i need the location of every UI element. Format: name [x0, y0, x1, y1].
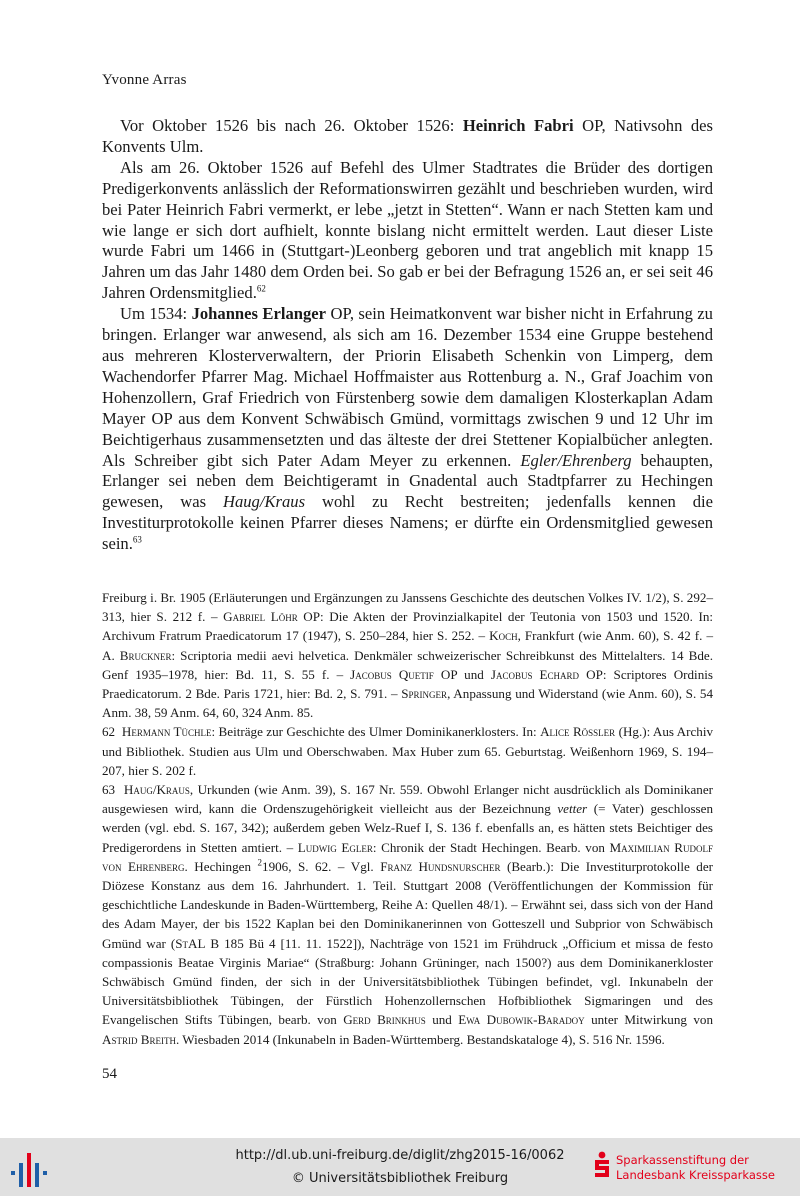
- sponsor-name: Sparkassenstiftung der Landesbank Kreissparkasse: [616, 1153, 775, 1182]
- person-name: Johannes Erlanger: [191, 304, 327, 324]
- running-head: Yvonne Arras: [102, 72, 187, 88]
- footnote-ref[interactable]: 62: [256, 283, 266, 294]
- paragraph-heinrich-fabri: Vor Oktober 1526 bis nach 26. Oktober 1526: Heinrich Fabri OP, Nativsohn des Konvents Ulm.: [102, 116, 713, 156]
- sparkasse-logo-icon: [592, 1151, 612, 1179]
- footnotes: [102, 588, 713, 1049]
- document-url-link[interactable]: http://dl.ub.uni-freiburg.de/diglit/zhg2015-16/0062: [235, 1148, 565, 1163]
- page-number: 54: [102, 1066, 117, 1082]
- footnote-63: 63 Haug/Kraus, Urkunden (wie Anm. 39), S. 167 Nr. 559. Obwohl Erlanger nicht ausdrücklich als Dominikaner ausgewiesen wird, kann die Ordenszugehörigkeit vielleicht aus der Bezeichnung vetter (= Vater) geschlossen werden (vgl. ebd. S. 167, 342); außerdem geben Welz-Ruef I, S. 136 f. ebenfalls an, es hätten stets Beichtiger des Predigerordens in Stetten amtiert. – Ludwig Egler: Chronik der Stadt Hechingen. Bearb. von Maximilian Rudolf von Ehrenberg. Hechingen $^2$1906, S. 62. – Vgl. Franz Hundsnurscher (Bearb.): Die Investiturprotokolle der Diözese Konstanz aus dem 16. Jahrhundert. 1. Teil. Stuttgart 2008 (Veröffentlichungen der Kommission für geschichtliche Landeskunde in Baden-Württemberg, Reihe A: Quellen 48/1). – Erwähnt sei, dass sich von der Hand des Adam Mayer, der bis 1522 Kaplan bei den Dominikanerinnen von Gotteszell und Subprior von Schwäbisch Gmünd war (StAL B 185 Bü 4 [11. 11. 1522]), Nachträge von 1521 im Frühdruck „Officium et missa de festo compassionis Beatae Virginis Mariae“ (Straßburg: Johann Grüninger, nach 1500?) aus dem Dominikanerkloster Schwäbisch Gmünd finden, der sich in der Universitätsbibliothek Tübingen befindet, vgl. Inkunabeln der Universitätsbibliothek Tübingen, der Fürstlich Hohenzollernschen Hofbibliothek Sigmaringen und des Evangelischen Stifts Tübingen, bearb. von Gerd Brinkhus und Ewa Dubowik-Baradoy unter Mitwirkung von Astrid Breith. Wiesbaden 2014 (Inkunabeln in Baden-Württemberg. Bestandskataloge 4), S. 516 Nr. 1596.: [102, 782, 714, 1047]
- footnote-number: 63: [102, 782, 116, 798]
- footnote-number: 62: [102, 724, 116, 740]
- person-name: Heinrich Fabri: [462, 116, 574, 135]
- paragraph-fabri-details: Als am 26. Oktober 1526 auf Befehl des Ulmer Stadtrates die Brüder des dortigen Predigerkonvents anlässlich der Reformationswirren gezählt und beschrieben wurden, wird bei Pater Heinrich Fabri vermerkt, er lebe „jetzt in Stetten“. Wann er nach Stetten kam und wie lange er sich dort aufhielt, konnte bislang nicht ermittelt werden. Laut dieser Liste wurde Fabri um 1466 in (Stuttgart-)Leonberg geboren und trat angeblich mit knapp 15 Jahren um das Jahr 1480 dem Orden bei. So gab er bei der Befragung 1526 an, er sei seit 46 Jahren Ordensmitglied.$^{62}$: [102, 157, 713, 303]
- footnote-ref[interactable]: 63: [132, 534, 142, 545]
- footnote-continuation: Freiburg i. Br. 1905 (Erläuterungen und Ergänzungen zu Janssens Geschichte des deutschen Volkes IV. 1/2), S. 292–313, hier S. 212 f. – Gabriel Löhr OP: Die Akten der Provinzialkapitel der Teutonia von 1503 und 1520. In: Archivum Fratrum Praedicatorum 17 (1947), S. 250–284, hier S. 252. – Koch, Frankfurt (wie Anm. 60), S. 42 f. – A. Bruckner: Scriptoria medii aevi helvetica. Denkmäler schweizerischer Schreibkunst des Mittelalters. 14 Bde. Genf 1935–1978, hier: Bd. 11, S. 55 f. – Jacobus Quetif OP und Jacobus Echard OP: Scriptores Ordinis Praedicatorum. 2 Bde. Paris 1721, hier: Bd. 2, S. 791. – Springer, Anpassung und Widerstand (wie Anm. 60), S. 54 Anm. 38, 59 Anm. 64, 60, 324 Anm. 85.: [102, 590, 714, 721]
- footnote-62: 62 Hermann Tüchle: Beiträge zur Geschichte des Ulmer Dominikanerklosters. In: Alice Rössler (Hg.): Aus Archiv und Bibliothek. Studien aus Ulm und Oberschwaben. Max Huber zum 65. Geburtstag. Weißenhorn 1969, S. 194–207, hier S. 202 f.: [102, 724, 714, 778]
- sponsor-logo[interactable]: [592, 1147, 796, 1189]
- viewer-footer: [0, 1138, 800, 1196]
- paragraph-johannes-erlanger: Um 1534: Johannes Erlanger OP, sein Heimatkonvent war bisher nicht in Erfahrung zu bringen. Erlanger war anwesend, als sich am 16. Dezember 1534 eine Gruppe bestehend aus mehreren Klosterverwaltern, der Priorin Elisabeth Schenkin von Limperg, dem Wachendorfer Pfarrer Mag. Michael Hoffmaister aus Rottenburg a. N., Graf Joachim von Hohenzollern, Graf Friedrich von Fürstenberg sowie dem damaligen Klosterkaplan Adam Mayer OP aus dem Konvent Schwäbisch Gmünd, vormittags zwischen 9 und 12 Uhr im Beichtigerhaus zusammensetzten und das älteste der drei Stettener Kopialbücher anlegten. Als Schreiber gibt sich Pater Adam Meyer zu erkennen. Egler/Ehrenberg behaupten, Erlanger sei neben dem Beichtigeramt in Gnadental auch Stadtpfarrer zu Hechingen gewesen, was Haug/Kraus wohl zu Recht bestreiten; jedenfalls kennen die Investiturprotokolle keinen Pfarrer dieses Namens; er dürfte ein Ordensmitglied gewesen sein.$^{63}$: [102, 304, 713, 554]
- copyright-notice: © Universitätsbibliothek Freiburg: [291, 1171, 509, 1186]
- body-text: [102, 116, 713, 555]
